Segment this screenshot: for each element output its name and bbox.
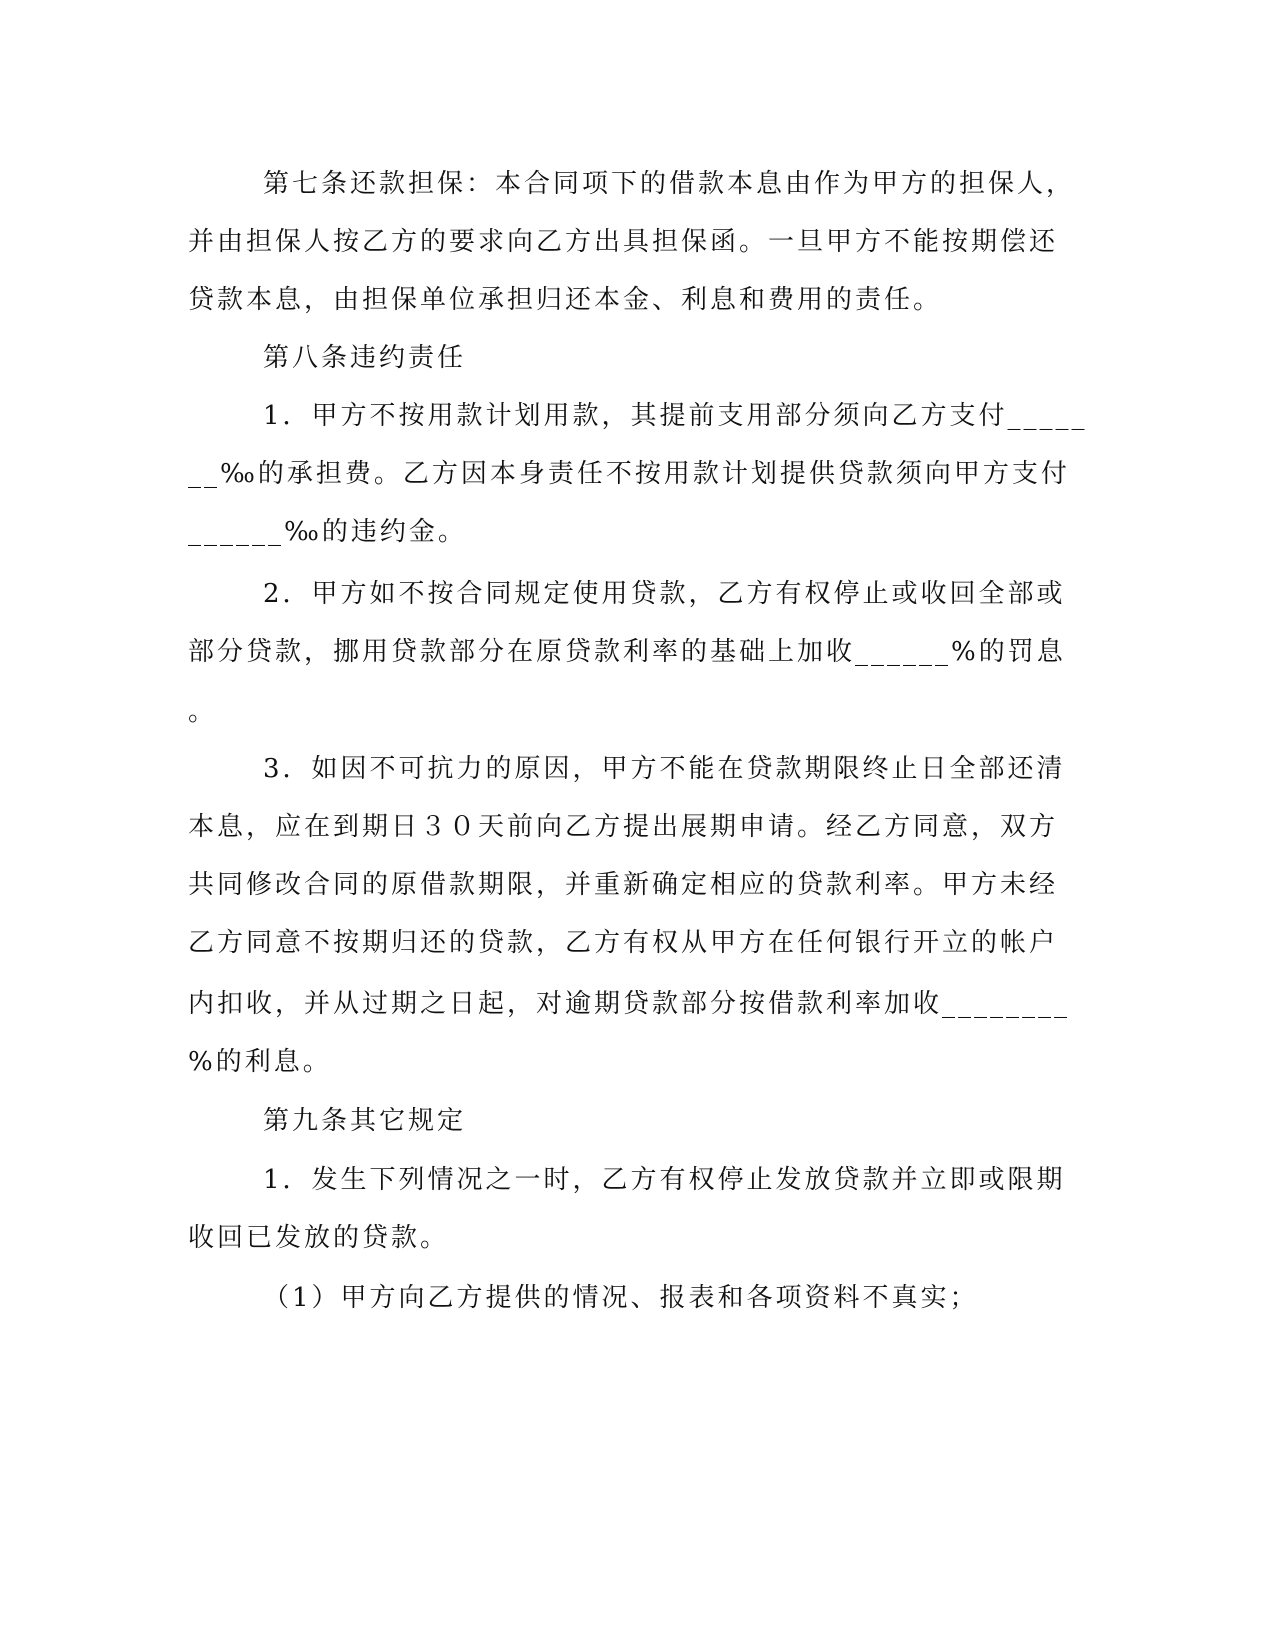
article-7-line-1: 第七条还款担保：本合同项下的借款本息由作为甲方的担保人， <box>263 169 1076 199</box>
article-9-clause-1-line-2: 收回已发放的贷款。 <box>188 1223 450 1253</box>
article-8-clause-3-line-4: 乙方同意不按期归还的贷款，乙方有权从甲方在任何银行开立的帐户 <box>188 928 1059 958</box>
article-8-heading: 第八条违约责任 <box>263 343 467 373</box>
article-8-clause-3-line-3: 共同修改合同的原借款期限，并重新确定相应的贷款利率。甲方未经 <box>188 870 1059 900</box>
article-8-clause-2-line-1: 2．甲方如不按合同规定使用贷款，乙方有权停止或收回全部或 <box>263 579 1066 609</box>
article-8-clause-1-line-1: 1．甲方不按用款计划用款，其提前支用部分须向乙方支付_____ <box>263 401 1088 431</box>
article-8-clause-2-line-2: 部分贷款，挪用贷款部分在原贷款利率的基础上加收______%的罚息 <box>188 637 1066 667</box>
article-8-clause-3-line-5: 内扣收，并从过期之日起，对逾期贷款部分按借款利率加收________ <box>188 989 1071 1019</box>
article-7-line-2: 并由担保人按乙方的要求向乙方出具担保函。一旦甲方不能按期偿还 <box>188 227 1059 257</box>
article-8-clause-1-line-2: __‰的承担费。乙方因本身责任不按用款计划提供贷款须向甲方支付 <box>188 459 1070 489</box>
article-8-clause-1-line-3: ______‰的违约金。 <box>188 517 467 547</box>
article-8-clause-3-line-2: 本息，应在到期日３０天前向乙方提出展期申请。经乙方同意，双方 <box>188 812 1059 842</box>
article-9-heading: 第九条其它规定 <box>263 1106 467 1136</box>
article-9-clause-1-line-1: 1．发生下列情况之一时，乙方有权停止发放贷款并立即或限期 <box>263 1165 1066 1195</box>
article-8-clause-2-line-3: 。 <box>188 697 218 727</box>
article-9-item-1: （1）甲方向乙方提供的情况、报表和各项资料不真实； <box>263 1283 979 1313</box>
article-8-clause-3-line-6: %的利息。 <box>188 1047 332 1077</box>
article-8-clause-3-line-1: 3．如因不可抗力的原因，甲方不能在贷款期限终止日全部还清 <box>263 754 1066 784</box>
article-7-line-3: 贷款本息，由担保单位承担归还本金、利息和费用的责任。 <box>188 285 943 315</box>
